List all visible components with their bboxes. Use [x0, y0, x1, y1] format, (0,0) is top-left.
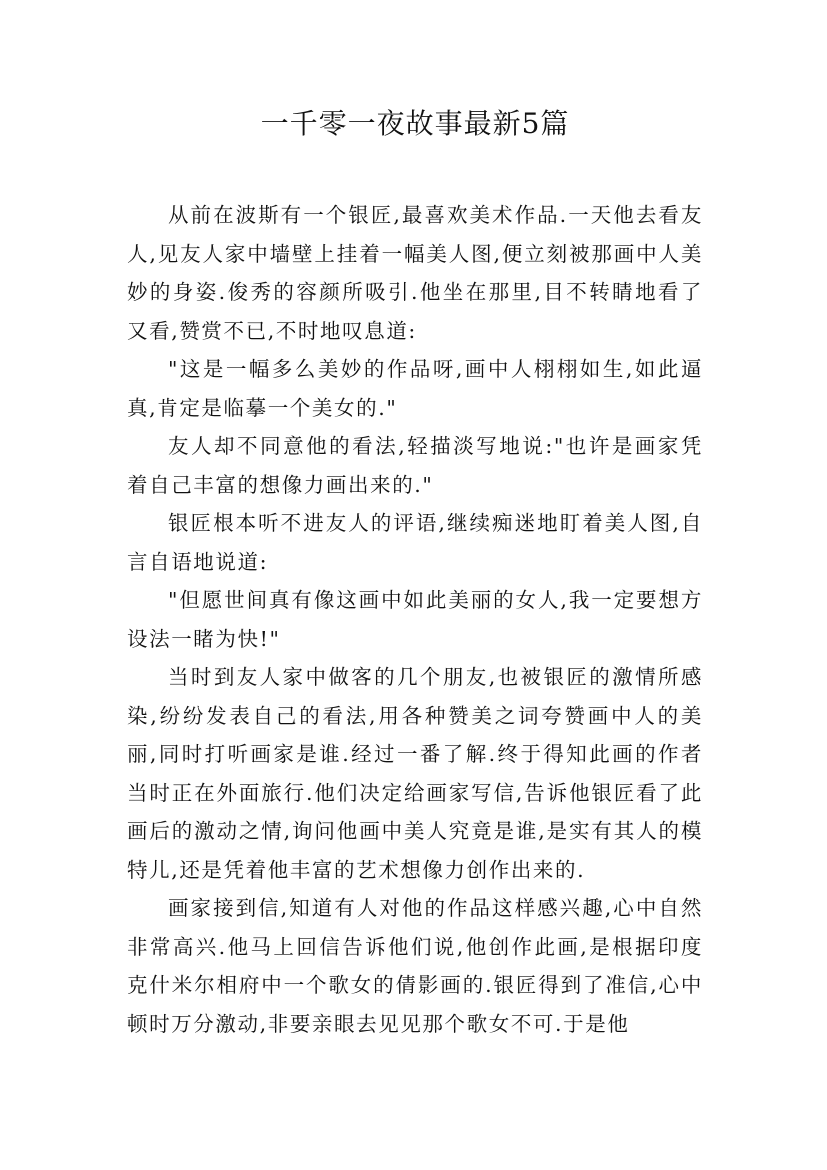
document-title: 一千零一夜故事最新5篇 [260, 107, 570, 140]
paragraph: 从前在波斯有一个银匠,最喜欢美术作品.一天他去看友人,见友人家中墙壁上挂着一幅美人图,便立刻被那画中人美妙的身姿.俊秀的容颜所吸引.他坐在那里,目不转睛地看了又看,赞赏不已,不时地叹息道: [127, 203, 703, 343]
paragraph: 银匠根本听不进友人的评语,继续痴迷地盯着美人图,自言自语地说道: [127, 511, 703, 574]
paragraph: "但愿世间真有像这画中如此美丽的女人,我一定要想方设法一睹为快!" [127, 588, 703, 651]
document-body [127, 196, 703, 1043]
paragraph: "这是一幅多么美妙的作品呀,画中人栩栩如生,如此逼真,肯定是临摹一个美女的." [127, 357, 703, 420]
paragraph: 友人却不同意他的看法,轻描淡写地说:"也许是画家凭着自己丰富的想像力画出来的." [127, 434, 703, 497]
paragraph: 画家接到信,知道有人对他的作品这样感兴趣,心中自然非常高兴.他马上回信告诉他们说,他创作此画,是根据印度克什米尔相府中一个歌女的倩影画的.银匠得到了准信,心中顿时万分激动,非要亲眼去见见那个歌女不可.于是他 [127, 896, 703, 1036]
paragraph: 当时到友人家中做客的几个朋友,也被银匠的激情所感染,纷纷发表自己的看法,用各种赞美之词夸赞画中人的美丽,同时打听画家是谁.经过一番了解.终于得知此画的作者当时正在外面旅行.他们决定给画家写信,告诉他银匠看了此画后的激动之情,询问他画中美人究竟是谁,是实有其人的模特儿,还是凭着他丰富的艺术想像力创作出来的. [127, 665, 703, 882]
